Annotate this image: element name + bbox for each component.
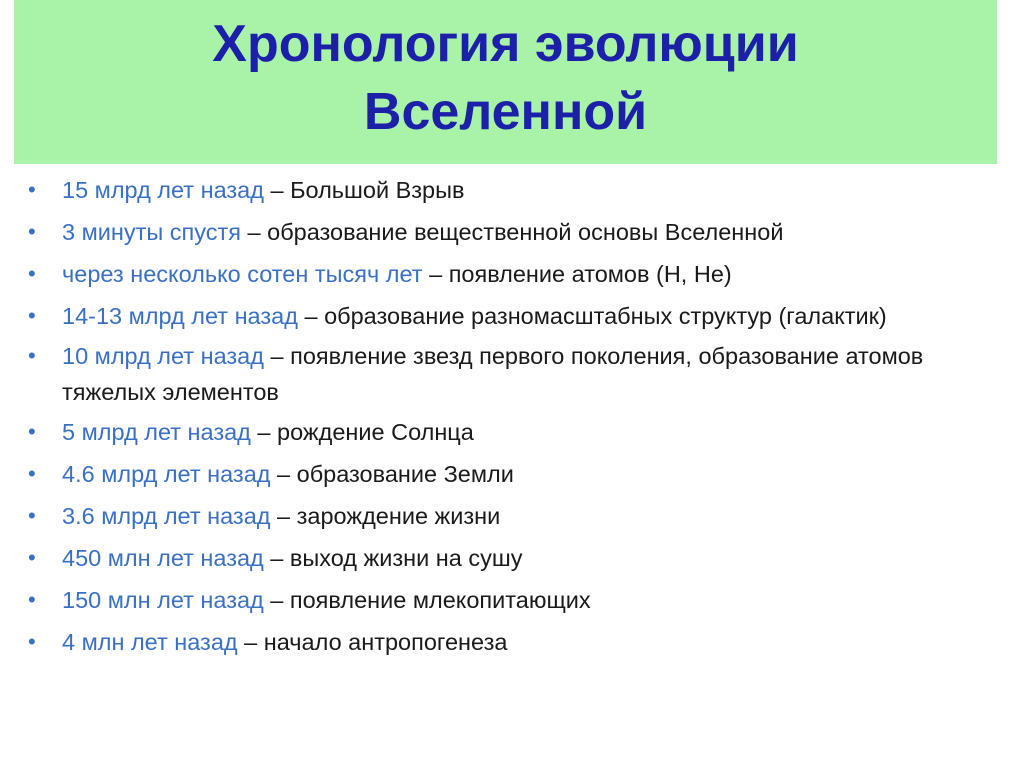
item-separator: – (263, 587, 290, 613)
list-item (28, 456, 998, 492)
list-item (28, 214, 998, 250)
item-date: 15 млрд лет назад (62, 177, 264, 203)
bullet-icon: • (28, 343, 36, 368)
item-date: 5 млрд лет назад (62, 419, 251, 445)
bullet-icon: • (28, 419, 36, 444)
page-title (14, 10, 997, 146)
item-separator: – (270, 503, 297, 529)
item-date: 4.6 млрд лет назад (62, 461, 271, 487)
bullet-icon: • (28, 177, 36, 202)
item-text: появление атомов (H, He) (448, 261, 732, 287)
bullet-icon: • (28, 303, 36, 328)
list-item (28, 624, 998, 660)
page-title-line-1: Хронология эволюции (212, 15, 799, 73)
bullet-icon: • (28, 629, 36, 654)
item-separator: – (270, 461, 297, 487)
bullet-icon: • (28, 461, 36, 486)
item-separator: – (297, 303, 325, 329)
item-text: образование вещественной основы Вселенной (267, 219, 784, 245)
item-text: зарождение жизни (296, 503, 501, 529)
bullet-icon: • (28, 261, 36, 286)
page-title-line-2: Вселенной (363, 83, 648, 141)
item-date: 3.6 млрд лет назад (62, 503, 271, 529)
item-date: 10 млрд лет назад (62, 343, 264, 369)
item-separator: – (263, 343, 291, 369)
item-separator: – (263, 545, 290, 571)
list-item (28, 172, 998, 208)
list-item (28, 256, 998, 292)
list-item (28, 582, 998, 618)
item-text: Большой Взрыв (290, 177, 465, 203)
item-text: образование Земли (296, 461, 514, 487)
item-text: образование разномасштабных структур (галактик) (324, 303, 887, 329)
item-date: 150 млн лет назад (62, 587, 264, 613)
item-separator: – (263, 177, 291, 203)
item-date: 450 млн лет назад (62, 545, 264, 571)
list-item (28, 540, 998, 576)
item-separator: – (237, 629, 264, 655)
bullet-icon: • (28, 587, 36, 612)
list-item (28, 298, 998, 334)
item-text: рождение Солнца (277, 419, 474, 445)
item-date: 4 млн лет назад (62, 629, 238, 655)
item-separator: – (241, 219, 268, 245)
item-separator: – (422, 261, 449, 287)
item-date: 14-13 млрд лет назад (62, 303, 298, 329)
bullet-icon: • (28, 503, 36, 528)
list-item (28, 338, 998, 410)
list-item (28, 498, 998, 534)
list-item (28, 414, 998, 450)
item-text: появление млекопитающих (289, 587, 591, 613)
item-separator: – (250, 419, 278, 445)
item-text: начало антропогенеза (263, 629, 508, 655)
bullet-icon: • (28, 219, 36, 244)
item-date: 3 минуты спустя (62, 219, 241, 245)
item-text: выход жизни на сушу (289, 545, 523, 571)
title-band (14, 0, 997, 164)
item-text: появление звезд первого поколения, образование атомов тяжелых элементов (62, 343, 924, 405)
item-date: через несколько сотен тысяч лет (62, 261, 423, 287)
timeline-list (28, 172, 998, 666)
bullet-icon: • (28, 545, 36, 570)
